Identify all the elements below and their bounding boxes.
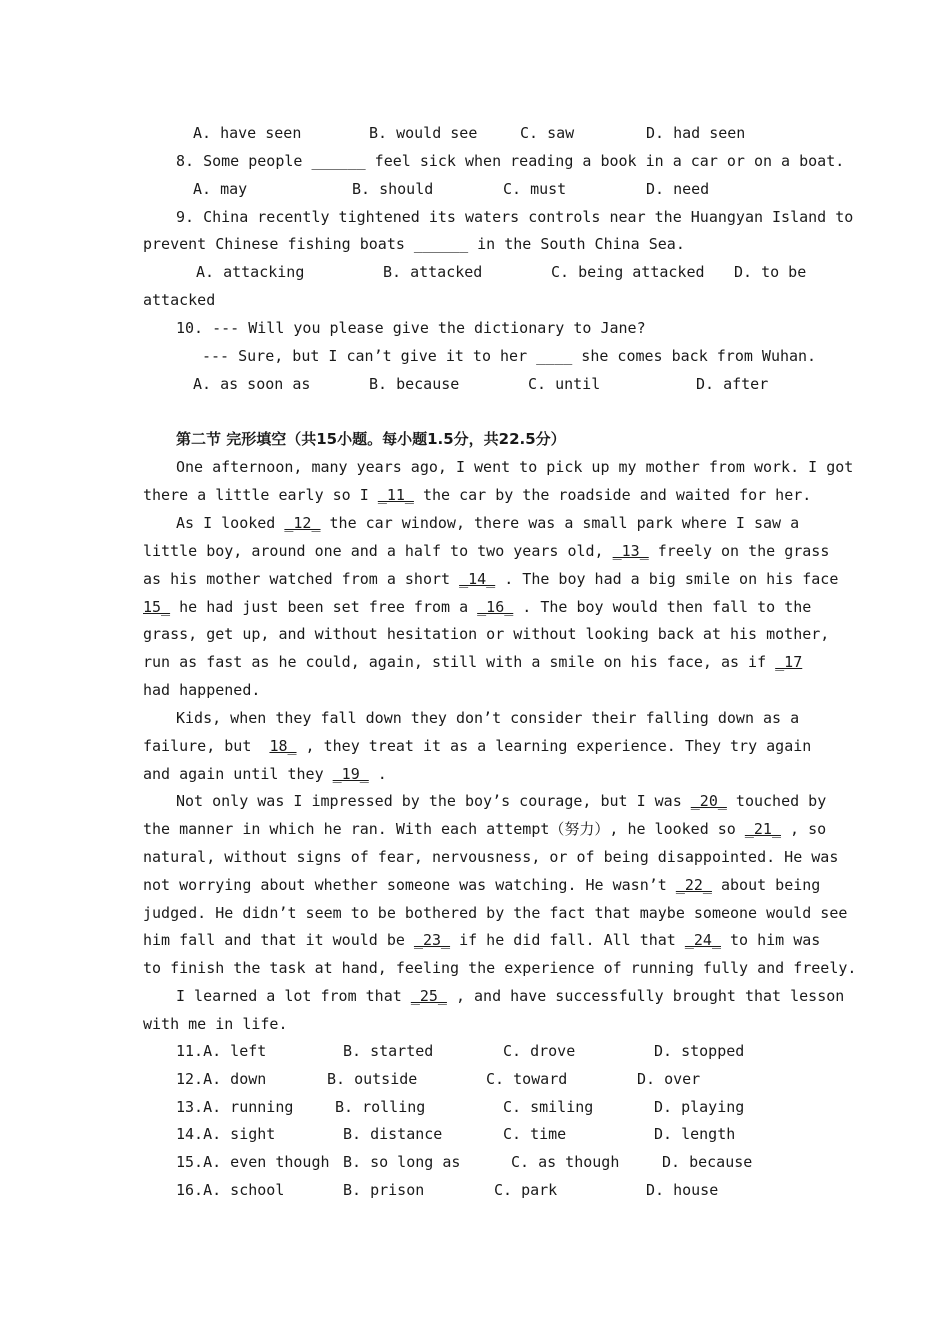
blank-16: _16_ — [477, 598, 514, 616]
blank-18: 18_ — [269, 737, 297, 755]
q8-option-a: A. may — [193, 180, 248, 198]
passage-line: natural, without signs of fear, nervousness, or of being disappointed. He was — [143, 848, 839, 866]
passage-line: to finish the task at hand, feeling the experience of running fully and freely. — [143, 959, 857, 977]
passage-line: and again until they _19_ . — [143, 765, 387, 783]
q7-option-d: D. had seen — [646, 124, 746, 142]
choice-14-d: D. length — [654, 1125, 736, 1143]
q10-line1: 10. --- Will you please give the dictionary to Jane? — [176, 319, 646, 337]
blank-12: _12_ — [284, 514, 321, 532]
choice-16-b: B. prison — [343, 1181, 425, 1199]
passage-line: him fall and that it would be _23_ if he did fall. All that _24_ to him was — [143, 931, 821, 949]
choice-13-d: D. playing — [654, 1098, 745, 1116]
q9-option-b: B. attacked — [383, 263, 483, 281]
blank-19: _19_ — [332, 765, 369, 783]
passage-line: the manner in which he ran. With each attempt（努力）, he looked so _21_ , so — [143, 820, 827, 838]
q9-option-a: A. attacking — [196, 263, 305, 281]
choice-15-b: B. so long as — [343, 1153, 461, 1171]
choice-14-a: 14.A. sight — [176, 1125, 276, 1143]
q9-stem-line2: prevent Chinese fishing boats ______ in the South China Sea. — [143, 235, 685, 253]
q7-option-a: A. have seen — [193, 124, 302, 142]
q10-option-d: D. after — [696, 375, 769, 393]
choice-13-c: C. smiling — [503, 1098, 594, 1116]
passage-line: there a little early so I _11_ the car by the roadside and waited for her. — [143, 486, 812, 504]
passage-line: 15_ he had just been set free from a _16_ . The boy would then fall to the — [143, 598, 812, 616]
choice-12-c: C. toward — [486, 1070, 568, 1088]
choice-16-a: 16.A. school — [176, 1181, 285, 1199]
choice-11-c: C. drove — [503, 1042, 576, 1060]
choice-13-b: B. rolling — [335, 1098, 426, 1116]
section-heading: 第二节 完形填空（共15小题。每小题1.5分，共22.5分） — [176, 430, 566, 448]
q9-option-d: D. to be — [734, 263, 807, 281]
blank-14: _14_ — [459, 570, 496, 588]
choice-12-b: B. outside — [327, 1070, 418, 1088]
q8-stem: 8. Some people ______ feel sick when reading a book in a car or on a boat. — [176, 152, 845, 170]
blank-15: 15_ — [143, 598, 171, 616]
q7-option-c: C. saw — [520, 124, 575, 142]
choice-14-b: B. distance — [343, 1125, 443, 1143]
blank-22: _22_ — [675, 876, 712, 894]
blank-11: _11_ — [377, 486, 414, 504]
passage-line: not worrying about whether someone was watching. He wasn’t _22_ about being — [143, 876, 821, 894]
passage-line: failure, but 18_ , they treat it as a learning experience. They try again — [143, 737, 812, 755]
blank-23: _23_ — [413, 931, 451, 949]
passage-line: as his mother watched from a short _14_ . The boy had a big smile on his face — [143, 570, 839, 588]
blank-17: _17 — [775, 653, 803, 671]
passage-line: Kids, when they fall down they don’t consider their falling down as a — [176, 709, 800, 727]
q7-option-b: B. would see — [369, 124, 478, 142]
choice-14-c: C. time — [503, 1125, 567, 1143]
choice-16-d: D. house — [646, 1181, 719, 1199]
passage-line: little boy, around one and a half to two years old, _13_ freely on the grass — [143, 542, 830, 560]
choice-15-c: C. as though — [511, 1153, 620, 1171]
passage-line: Not only was I impressed by the boy’s courage, but I was _20_ touched by — [176, 792, 827, 810]
choice-11-b: B. started — [343, 1042, 434, 1060]
q8-option-d: D. need — [646, 180, 710, 198]
passage-line: One afternoon, many years ago, I went to pick up my mother from work. I got — [176, 458, 854, 476]
passage-line: As I looked _12_ the car window, there was a small park where I saw a — [176, 514, 800, 532]
passage-line: I learned a lot from that _25_ , and have successfully brought that lesson — [176, 987, 845, 1005]
choice-15-a: 15.A. even though — [176, 1153, 330, 1171]
q9-option-c: C. being attacked — [551, 263, 705, 281]
blank-25: _25_ — [410, 987, 447, 1005]
blank-24: _24_ — [684, 931, 721, 949]
q9-option-d-wrap: attacked — [143, 291, 216, 309]
q8-option-b: B. should — [352, 180, 434, 198]
passage-line: run as fast as he could, again, still with a smile on his face, as if _17 — [143, 653, 803, 671]
choice-16-c: C. park — [494, 1181, 558, 1199]
q10-option-c: C. until — [528, 375, 601, 393]
choice-12-a: 12.A. down — [176, 1070, 267, 1088]
passage-line: grass, get up, and without hesitation or without looking back at his mother, — [143, 625, 830, 643]
passage-line: with me in life. — [143, 1015, 288, 1033]
blank-13: _13_ — [612, 542, 649, 560]
q8-option-c: C. must — [503, 180, 567, 198]
choice-15-d: D. because — [662, 1153, 753, 1171]
choice-11-a: 11.A. left — [176, 1042, 267, 1060]
passage-line: judged. He didn’t seem to be bothered by the fact that maybe someone would see — [143, 904, 848, 922]
blank-21: _21_ — [744, 820, 781, 838]
choice-13-a: 13.A. running — [176, 1098, 294, 1116]
choice-11-d: D. stopped — [654, 1042, 745, 1060]
q10-option-b: B. because — [369, 375, 460, 393]
q9-stem-line1: 9. China recently tightened its waters controls near the Huangyan Island to — [176, 208, 854, 226]
q10-option-a: A. as soon as — [193, 375, 311, 393]
passage-line: had happened. — [143, 681, 261, 699]
q10-line2: --- Sure, but I can’t give it to her ____ she comes back from Wuhan. — [202, 347, 817, 365]
blank-20: _20_ — [690, 792, 727, 810]
choice-12-d: D. over — [637, 1070, 701, 1088]
